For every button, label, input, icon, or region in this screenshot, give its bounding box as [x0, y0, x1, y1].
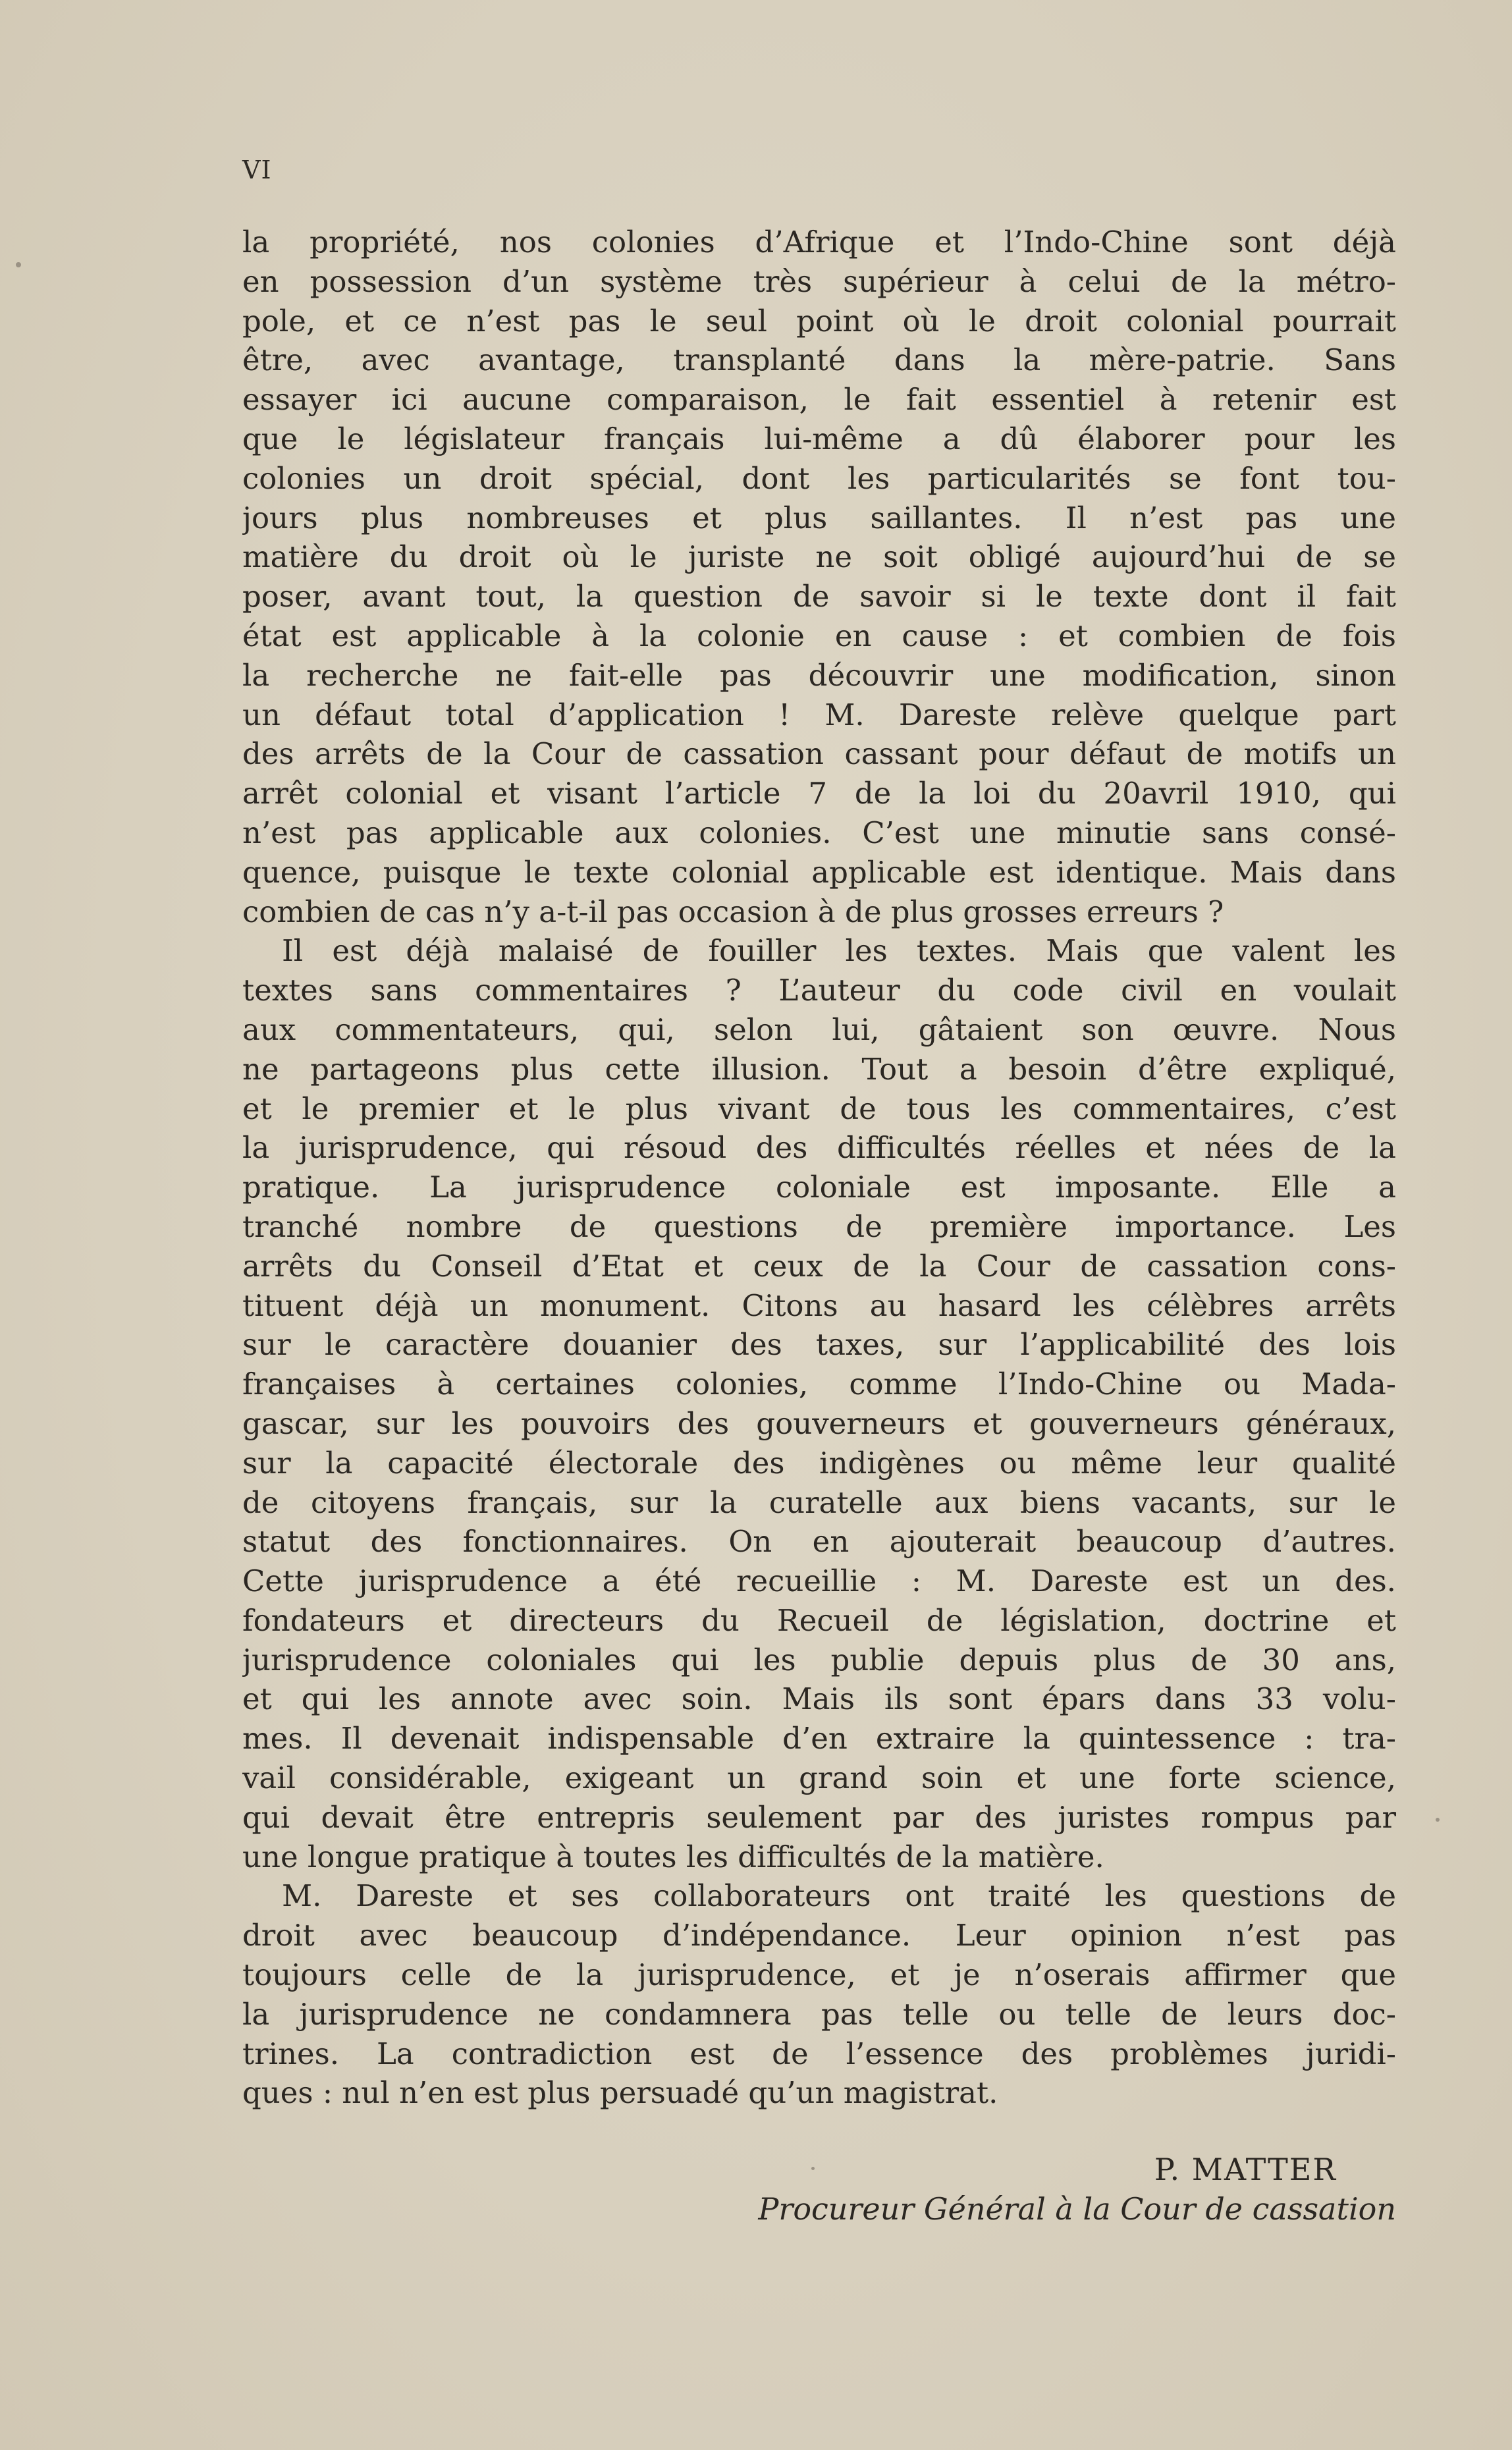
text-line: pratique. La jurisprudence coloniale est imposante. Elle a	[242, 1170, 1396, 1205]
text-line: Il est déjà malaisé de fouiller les textes. Mais que valent les	[282, 933, 1396, 969]
text-line: essayer ici aucune comparaison, le fait essentiel à retenir est	[242, 382, 1396, 418]
text-line: état est applicable à la colonie en cause : et combien de fois	[242, 618, 1396, 653]
text-line: colonies un droit spécial, dont les particularités se font tou-	[242, 460, 1396, 496]
text-line: de citoyens français, sur la curatelle aux biens vacants, sur le	[242, 1484, 1396, 1520]
text-line: aux commentateurs, qui, selon lui, gâtaient son œuvre. Nous	[242, 1012, 1396, 1047]
text-line: textes sans commentaires ? L’auteur du code civil en voulait	[242, 973, 1396, 1008]
text-line: la recherche ne fait-elle pas découvrir une modification, sinon	[242, 657, 1396, 693]
text-line: toujours celle de la jurisprudence, et je n’oserais affirmer que	[242, 1957, 1396, 1993]
text-line: ne partageons plus cette illusion. Tout a besoin d’être expliqué,	[242, 1051, 1396, 1087]
text-line: pole, et ce n’est pas le seul point où le droit colonial pourrait	[242, 303, 1396, 339]
text-line: matière du droit où le juriste ne soit obligé aujourd’hui de se	[242, 539, 1396, 575]
text-line: qui devait être entrepris seulement par des juristes rompus par	[242, 1799, 1396, 1835]
text-line: arrêt colonial et visant l’article 7 de la loi du 20avril 1910, qui	[242, 776, 1396, 811]
text-line: droit avec beaucoup d’indépendance. Leur opinion n’est pas	[242, 1918, 1396, 1953]
text-line: tranché nombre de questions de première importance. Les	[242, 1209, 1396, 1244]
text-line: la jurisprudence ne condamnera pas telle ou telle de leurs doc-	[242, 1996, 1396, 2032]
paper-speck	[811, 2167, 815, 2170]
text-line: que le législateur français lui-même a dû élaborer pour les	[242, 421, 1396, 456]
page-number: VI	[242, 155, 272, 184]
text-line: et qui les annote avec soin. Mais ils sont épars dans 33 volu-	[242, 1681, 1396, 1717]
text-line: statut des fonctionnaires. On en ajouterait beaucoup d’autres.	[242, 1524, 1396, 1560]
text-line: combien de cas n’y a-t-il pas occasion à de plus grosses erreurs ?	[242, 894, 1224, 929]
text-line: arrêts du Conseil d’Etat et ceux de la Cour de cassation cons-	[242, 1248, 1396, 1284]
text-line: être, avec avantage, transplanté dans la mère-patrie. Sans	[242, 342, 1396, 378]
body-text	[242, 223, 1396, 2113]
text-line: ques : nul n’en est plus persuadé qu’un magistrat.	[242, 2075, 998, 2111]
text-line: gascar, sur les pouvoirs des gouverneurs et gouverneurs généraux,	[242, 1405, 1396, 1441]
signature-block	[758, 2150, 1396, 2229]
text-line: en possession d’un système très supérieur à celui de la métro-	[242, 263, 1396, 299]
text-line: jours plus nombreuses et plus saillantes. Il n’est pas une	[242, 500, 1396, 535]
text-line: vail considérable, exigeant un grand soin et une forte science,	[242, 1760, 1396, 1796]
text-line: fondateurs et directeurs du Recueil de législation, doctrine et	[242, 1602, 1396, 1638]
paper-speck	[16, 262, 21, 267]
text-line: mes. Il devenait indispensable d’en extraire la quintessence : tra-	[242, 1721, 1396, 1756]
text-line: M. Dareste et ses collaborateurs ont traité les questions de	[282, 1878, 1396, 1914]
text-line: jurisprudence coloniales qui les publie depuis plus de 30 ans,	[242, 1642, 1396, 1677]
text-line: quence, puisque le texte colonial applicable est identique. Mais dans	[242, 854, 1396, 890]
text-line: tituent déjà un monument. Citons au hasard les célèbres arrêts	[242, 1288, 1396, 1323]
text-line: la propriété, nos colonies d’Afrique et l’Indo-Chine sont déjà	[242, 225, 1396, 259]
text-line: trines. La contradiction est de l’essence des problèmes juridi-	[242, 2036, 1396, 2071]
text-line: n’est pas applicable aux colonies. C’est une minutie sans consé-	[242, 815, 1396, 850]
text-line: sur le caractère douanier des taxes, sur l’applicabilité des lois	[242, 1327, 1396, 1363]
author-name: P. MATTER	[1154, 2152, 1337, 2187]
text-line: et le premier et le plus vivant de tous les commentaires, c’est	[242, 1091, 1396, 1126]
text-line: sur la capacité électorale des indigènes ou même leur qualité	[242, 1445, 1396, 1481]
author-title: Procureur Général à la Cour de cassation	[758, 2191, 1396, 2227]
paper-speck	[1436, 1818, 1440, 1822]
text-line: des arrêts de la Cour de cassation cassant pour défaut de motifs un	[242, 736, 1396, 772]
text-line: la jurisprudence, qui résoud des difficultés réelles et nées de la	[242, 1130, 1396, 1166]
text-line: un défaut total d’application ! M. Dareste relève quelque part	[242, 697, 1396, 732]
text-line: une longue pratique à toutes les difficultés de la matière.	[242, 1839, 1104, 1874]
text-line: poser, avant tout, la question de savoir si le texte dont il fait	[242, 579, 1396, 614]
text-line: Cette jurisprudence a été recueillie : M. Dareste est un des.	[242, 1564, 1396, 1599]
text-line: françaises à certaines colonies, comme l’Indo-Chine ou Mada-	[242, 1367, 1396, 1402]
